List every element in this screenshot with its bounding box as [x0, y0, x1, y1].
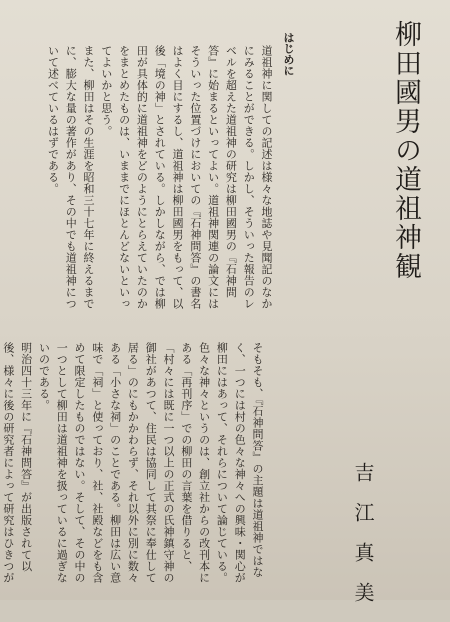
intro-text-block [44, 45, 275, 310]
main-text-block [0, 342, 266, 590]
main-paragraph: 明治四十三年に『石神問答』が出版されて以後、様々に後の研究者によって研究はひきつが [1, 342, 33, 584]
main-paragraph: そもそも、『石神問答』の主題は道祖神ではなく、一つには村の色々な神々への興味・関心が柳田にはあって、それらについて論じている。色々な神々というのは、創立社からの改刊本にある「再刊序」での柳田の言葉を借りると、「村々には既に一つ以上の正式の氏神鎮守神の御社があつて、住民は協同して其祭に奉仕して居る」のにもかかわらず、それ以外に別に数々ある「小さな祠」のことである。柳田は広い意味で「祠」と使っており、社、社殿などをも含めて限定したものではない。そして、その中の一つとして柳田は道祖神を扱っているに過ぎないのである。 [37, 342, 264, 584]
intro-paragraph: 道祖神に関しての記述は様々な地誌や見聞記のなかにみることができる。しかし、そういった報告のレベルを超えた道祖神の研究は柳田國男の『石神問答』に始まるといってよい。道祖神関連の論文にはそういった位置づけにおいての『石神問答』の書名はよく目にするし、道祖神は柳田國男をもって、以後「境の神」とされている。しかしながら、では柳田が具体的に道祖神をどのようにとらえていたのかをまとめたものは、いままでにほとんどないといってよいかと思う。 [99, 45, 273, 310]
intro-paragraph: また、柳田はその生涯を昭和三十七年に終えるまでに、膨大な量の著作があり、その中でも道祖神について述べているはずである。 [46, 45, 96, 310]
article-title: 柳田國男の道祖神観 [390, 20, 421, 281]
author-name: 吉江真美 [351, 462, 375, 622]
section-heading: はじめに [282, 32, 295, 76]
